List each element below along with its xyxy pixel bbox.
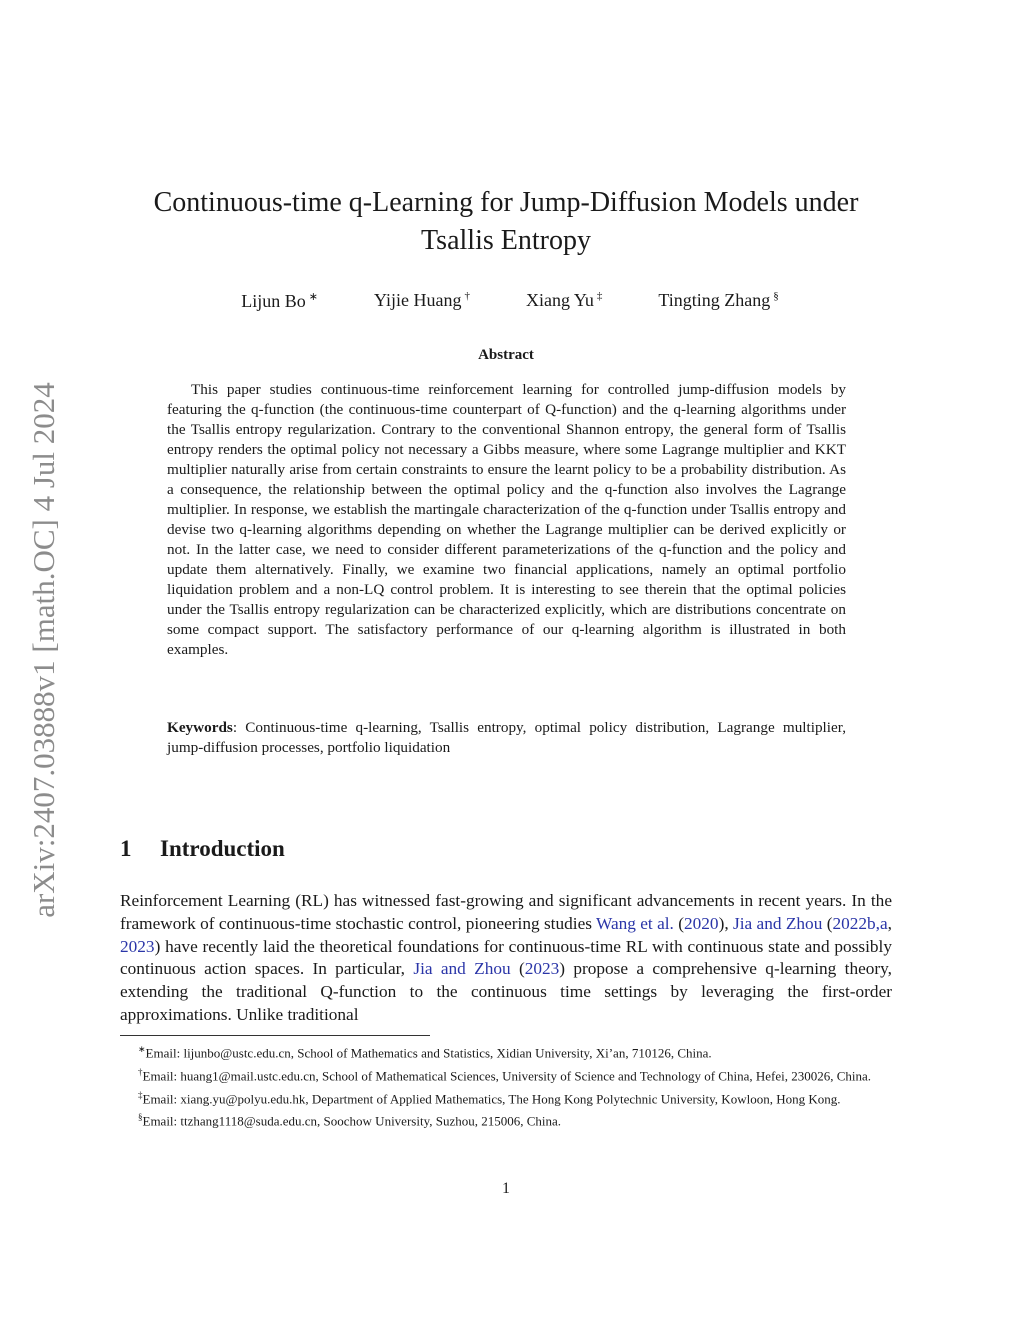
author: [658, 290, 778, 312]
footnote: [120, 1040, 892, 1063]
author-name: Yijie Huang: [374, 290, 462, 310]
body-text: (: [510, 959, 525, 979]
footnote-mark: ∗: [138, 1044, 146, 1054]
citation-link[interactable]: 2023: [524, 959, 560, 979]
section-number: 1: [120, 836, 132, 861]
author-name: Lijun Bo: [241, 291, 306, 311]
body-text: ) propose a comprehensive q-learning theory, extending the traditional Q-function to the continuous time settings by leveraging the first-order approximations. Unlike traditional: [120, 959, 892, 1024]
footnote-mark: §: [138, 1112, 143, 1123]
citation-link[interactable]: Wang et al.: [596, 913, 674, 933]
footnote: [120, 1108, 892, 1131]
page-number: 1: [502, 1180, 510, 1197]
author: [241, 290, 318, 312]
abstract-heading: Abstract: [478, 347, 534, 363]
footnote: [120, 1063, 892, 1086]
footnote-mark: †: [138, 1066, 143, 1077]
section-title: Introduction: [160, 836, 285, 861]
citation-link[interactable]: 2022b,a: [832, 913, 888, 933]
body-text: ,: [887, 913, 892, 933]
body-text: ),: [718, 913, 733, 933]
footnote-mark[interactable]: ‡: [596, 290, 603, 302]
citation-link[interactable]: 2023: [120, 936, 155, 956]
body-text: (: [673, 913, 684, 933]
keywords-text: : Continuous-time q-learning, Tsallis entropy, optimal policy distribution, Lagrange multiplier, jump-diffusion processes, portfolio liquidation: [167, 719, 846, 756]
footnote-text: Email: ttzhang1118@suda.edu.cn, Soochow University, Suzhou, 215006, China.: [142, 1113, 562, 1129]
abstract-body: This paper studies continuous-time reinforcement learning for controlled jump-diffusion models by featuring the q-function (the continuous-time counterpart of Q-function) and the q-learning algorithms under the Tsallis entropy regularization. Contrary to the conventional Shannon entropy, the general form of Tsallis entropy renders the optimal policy not necessary a Gibbs measure, where some Lagrange multiplier and KKT multiplier naturally arise from certain constraints to ensure the learnt policy to be a probability distribution. As a consequence, the relationship between the optimal policy and the q-function also involves the Lagrange multiplier. In response, we establish the martingale characterization of the q-function under Tsallis entropy and devise two q-learning algorithms depending on whether the Lagrange multiplier can be derived explicitly or not. In the latter case, we need to consider different parameterizations of the q-function and the policy and update them alternatively. Finally, we examine two financial applications, namely an optimal portfolio liquidation problem and a non-LQ control problem. It is interesting to see therein that the optimal policies under the Tsallis entropy regularization can be characterized explicitly, which are distributions concentrate on some compact support. The satisfactory performance of our q-learning algorithm is illustrated in both examples.: [167, 381, 846, 658]
footnote-mark[interactable]: †: [464, 290, 471, 302]
arxiv-identifier-stamp: arXiv:2407.03888v1 [math.OC] 4 Jul 2024: [26, 382, 61, 918]
author: [374, 290, 470, 312]
introduction-paragraph: [120, 890, 892, 1027]
author-name: Tingting Zhang: [658, 290, 771, 310]
footnote-text: Email: lijunbo@ustc.edu.cn, School of Mathematics and Statistics, Xidian University, Xi’an, 710126, China.: [145, 1045, 712, 1061]
body-text: (: [822, 913, 833, 933]
keywords: [167, 718, 846, 758]
paper-title: Continuous-time q-Learning for Jump-Diffusion Models under Tsallis Entropy: [153, 187, 859, 256]
body-text: Reinforcement Learning (RL) has witnessed fast-growing and significant advancements in recent years. In the framework of continuous-time stochastic control, pioneering studies: [120, 891, 892, 933]
keywords-label: Keywords: [167, 719, 233, 736]
citation-link[interactable]: 2020: [684, 913, 719, 933]
footnote-divider: [120, 1035, 430, 1036]
footnote-mark[interactable]: ∗: [308, 291, 319, 303]
citation-link[interactable]: Jia and Zhou: [413, 959, 511, 979]
footnote-text: Email: xiang.yu@polyu.edu.hk, Department of Applied Mathematics, The Hong Kong Polytechnic University, Kowloon, Hong Kong.: [142, 1090, 841, 1106]
footnote: [120, 1086, 892, 1109]
footnote-mark[interactable]: §: [773, 290, 779, 302]
author: [526, 290, 602, 312]
footnotes: [120, 1040, 892, 1131]
section-heading: [120, 836, 285, 862]
author-list: [180, 290, 840, 312]
citation-link[interactable]: Jia and Zhou: [733, 913, 823, 933]
footnote-mark: ‡: [138, 1089, 143, 1100]
footnote-text: Email: huang1@mail.ustc.edu.cn, School of Mathematical Sciences, University of Science and Technology of China, Hefei, 230026, China.: [142, 1068, 872, 1084]
body-text: ) have recently laid the theoretical foundations for continuous-time RL with continuous state and possibly continuous action spaces. In particular,: [120, 936, 892, 979]
author-name: Xiang Yu: [526, 290, 594, 310]
